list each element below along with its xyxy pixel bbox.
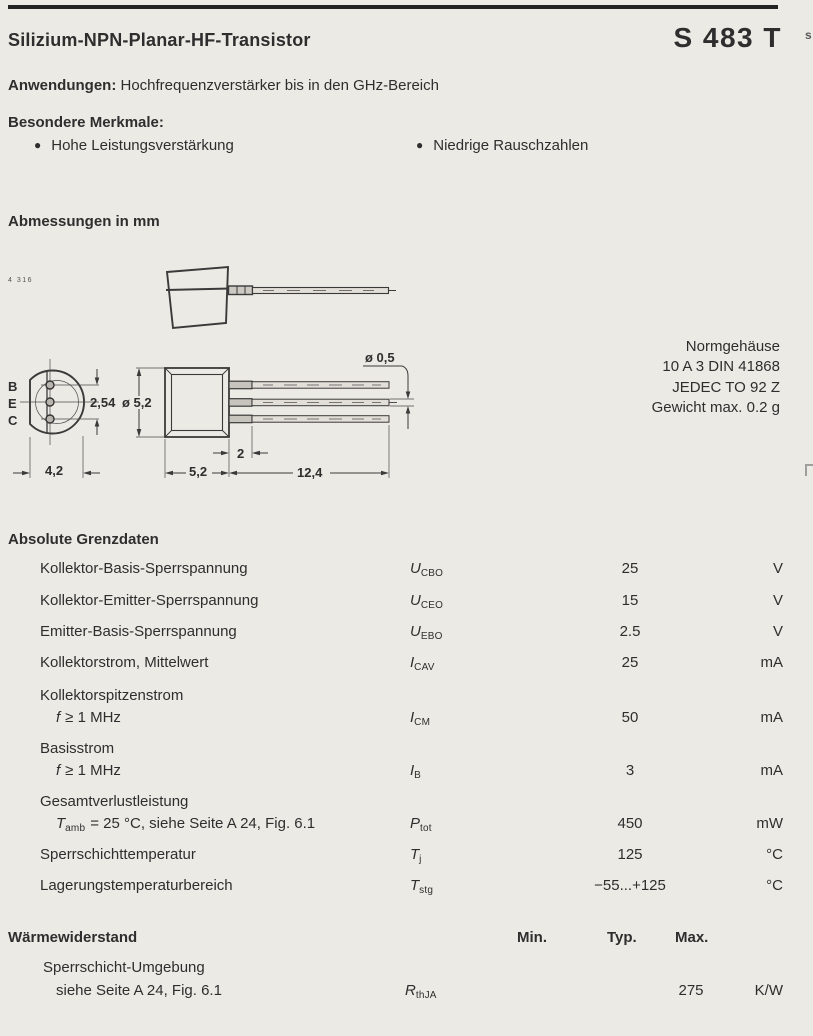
dim-diameter-group [122, 368, 167, 437]
table-row-condition [0, 762, 813, 784]
row-unit: °C [766, 846, 783, 863]
case-note [520, 337, 780, 419]
col-header-typ: Typ. [607, 929, 637, 946]
feature-label: Hohe Leistungsverstärkung [51, 137, 234, 154]
row-value: 25 [621, 560, 639, 577]
row-symbol: $U_{CBO}$ [410, 560, 444, 579]
row-value: 2.5 [619, 623, 641, 640]
dim-pitch: 2,54 [90, 395, 116, 410]
thermal-row-label: Sperrschicht-Umgebung [43, 959, 205, 976]
thermal-row-symbol: $R_{thJA}$ [405, 982, 437, 1001]
row-label: Kollektorstrom, Mittelwert [40, 654, 209, 671]
table-row-condition [0, 709, 813, 731]
page-edge-letter: s [805, 28, 812, 42]
row-unit: mW [756, 815, 783, 832]
case-note-line: Gewicht max. 0.2 g [651, 399, 780, 417]
row-symbol: $I_{CAV}$ [410, 654, 435, 673]
dim-flat: 4,2 [45, 463, 64, 478]
dim-lead-length-group [229, 425, 389, 480]
row-value: 450 [617, 815, 643, 832]
row-condition: f ≥ 1 MHz [56, 709, 121, 726]
row-value: 125 [617, 846, 643, 863]
row-unit: V [772, 623, 783, 640]
lead-bottom [229, 415, 389, 423]
package-drawing [0, 250, 470, 490]
dim-body-group [165, 439, 229, 479]
row-label: Gesamtverlustleistung [40, 793, 189, 810]
table-row [0, 592, 813, 614]
row-symbol: $T_j$ [410, 846, 422, 865]
row-label: Emitter-Basis-Sperrspannung [40, 623, 237, 640]
row-unit: V [772, 592, 783, 609]
table-row [0, 793, 813, 815]
row-symbol: $T_{stg}$ [410, 877, 434, 896]
row-value: 50 [621, 709, 639, 726]
row-unit: mA [760, 654, 783, 671]
dim-lead-dia: ø 0,5 [365, 350, 395, 365]
row-value: 3 [625, 762, 635, 779]
applications-line [8, 77, 439, 94]
package-perspective-view [166, 267, 396, 328]
row-value: 25 [621, 654, 639, 671]
table-row [0, 846, 813, 868]
bullet-icon: ● [416, 138, 424, 152]
scan-artifact [805, 464, 813, 476]
row-label: Basisstrom [40, 740, 115, 757]
row-label: Kollektorspitzenstrom [40, 687, 184, 704]
pin-label-b: B [8, 379, 18, 394]
thermal-row-unit: K/W [754, 982, 783, 999]
table-row [0, 687, 813, 709]
thermal-row-condition: siehe Seite A 24, Fig. 6.1 [56, 982, 222, 999]
figure-code: 4 316 [8, 277, 34, 284]
row-unit: mA [760, 762, 783, 779]
row-symbol: $U_{CEO}$ [410, 592, 444, 611]
row-symbol: $U_{EBO}$ [410, 623, 443, 642]
table-row [0, 877, 813, 899]
dim-dia: ø 5,2 [122, 395, 152, 410]
limits-heading: Absolute Grenzdaten [8, 531, 159, 548]
row-label: Kollektor-Emitter-Sperrspannung [40, 592, 259, 609]
pin-label-e: E [8, 396, 17, 411]
table-row [0, 623, 813, 645]
col-header-max: Max. [675, 929, 709, 946]
thermal-heading: Wärmewiderstand [8, 929, 138, 946]
applications-label: Anwendungen: [8, 77, 117, 94]
feature-label: Niedrige Rauschzahlen [433, 137, 589, 154]
row-label: Lagerungstemperaturbereich [40, 877, 233, 894]
package-front-view [165, 368, 397, 437]
dim-body: 5,2 [189, 464, 208, 479]
row-label: Kollektor-Basis-Sperrspannung [40, 560, 248, 577]
row-value: 15 [621, 592, 639, 609]
table-row [0, 654, 813, 676]
case-note-line: Normgehäuse [685, 338, 780, 355]
row-condition: $T_{amb} = 25$ °C, siehe Seite A 24, Fig. 6.1 [56, 815, 316, 834]
thermal-row-max: 275 [678, 982, 704, 999]
package-bottom-view [8, 359, 116, 478]
table-row [0, 740, 813, 762]
dim-lead-length: 12,4 [297, 465, 323, 480]
top-rule [8, 5, 778, 9]
table-row-condition [0, 815, 813, 837]
page-title: Silizium-NPN-Planar-HF-Transistor [8, 30, 311, 50]
row-symbol: $P_{tot}$ [410, 815, 432, 834]
table-row [0, 560, 813, 582]
feature-item-1 [34, 137, 234, 154]
lead-middle [229, 399, 397, 407]
pin-label-c: C [8, 413, 18, 428]
bullet-icon: ● [34, 138, 42, 152]
dim-stub: 2 [237, 446, 245, 461]
features-heading: Besondere Merkmale: [8, 114, 164, 131]
row-symbol: $I_{CM}$ [410, 709, 431, 728]
dimensions-heading: Abmessungen in mm [8, 213, 160, 230]
row-symbol: $I_B$ [410, 762, 422, 781]
row-unit: V [772, 560, 783, 577]
row-condition: f ≥ 1 MHz [56, 762, 121, 779]
row-value: −55...+125 [594, 877, 666, 894]
applications-text: Hochfrequenzverstärker bis in den GHz-Bereich [120, 77, 439, 94]
row-unit: °C [766, 877, 783, 894]
dim-stub-group [213, 426, 268, 477]
row-label: Sperrschichttemperatur [40, 846, 196, 863]
lead-top [229, 381, 389, 389]
feature-item-2 [416, 137, 588, 154]
row-unit: mA [760, 709, 783, 726]
part-number: S 483 T [673, 22, 782, 53]
case-note-line: 10 A 3 DIN 41868 [662, 358, 780, 376]
col-header-min: Min. [517, 929, 547, 946]
case-note-line: JEDEC TO 92 Z [672, 378, 780, 396]
